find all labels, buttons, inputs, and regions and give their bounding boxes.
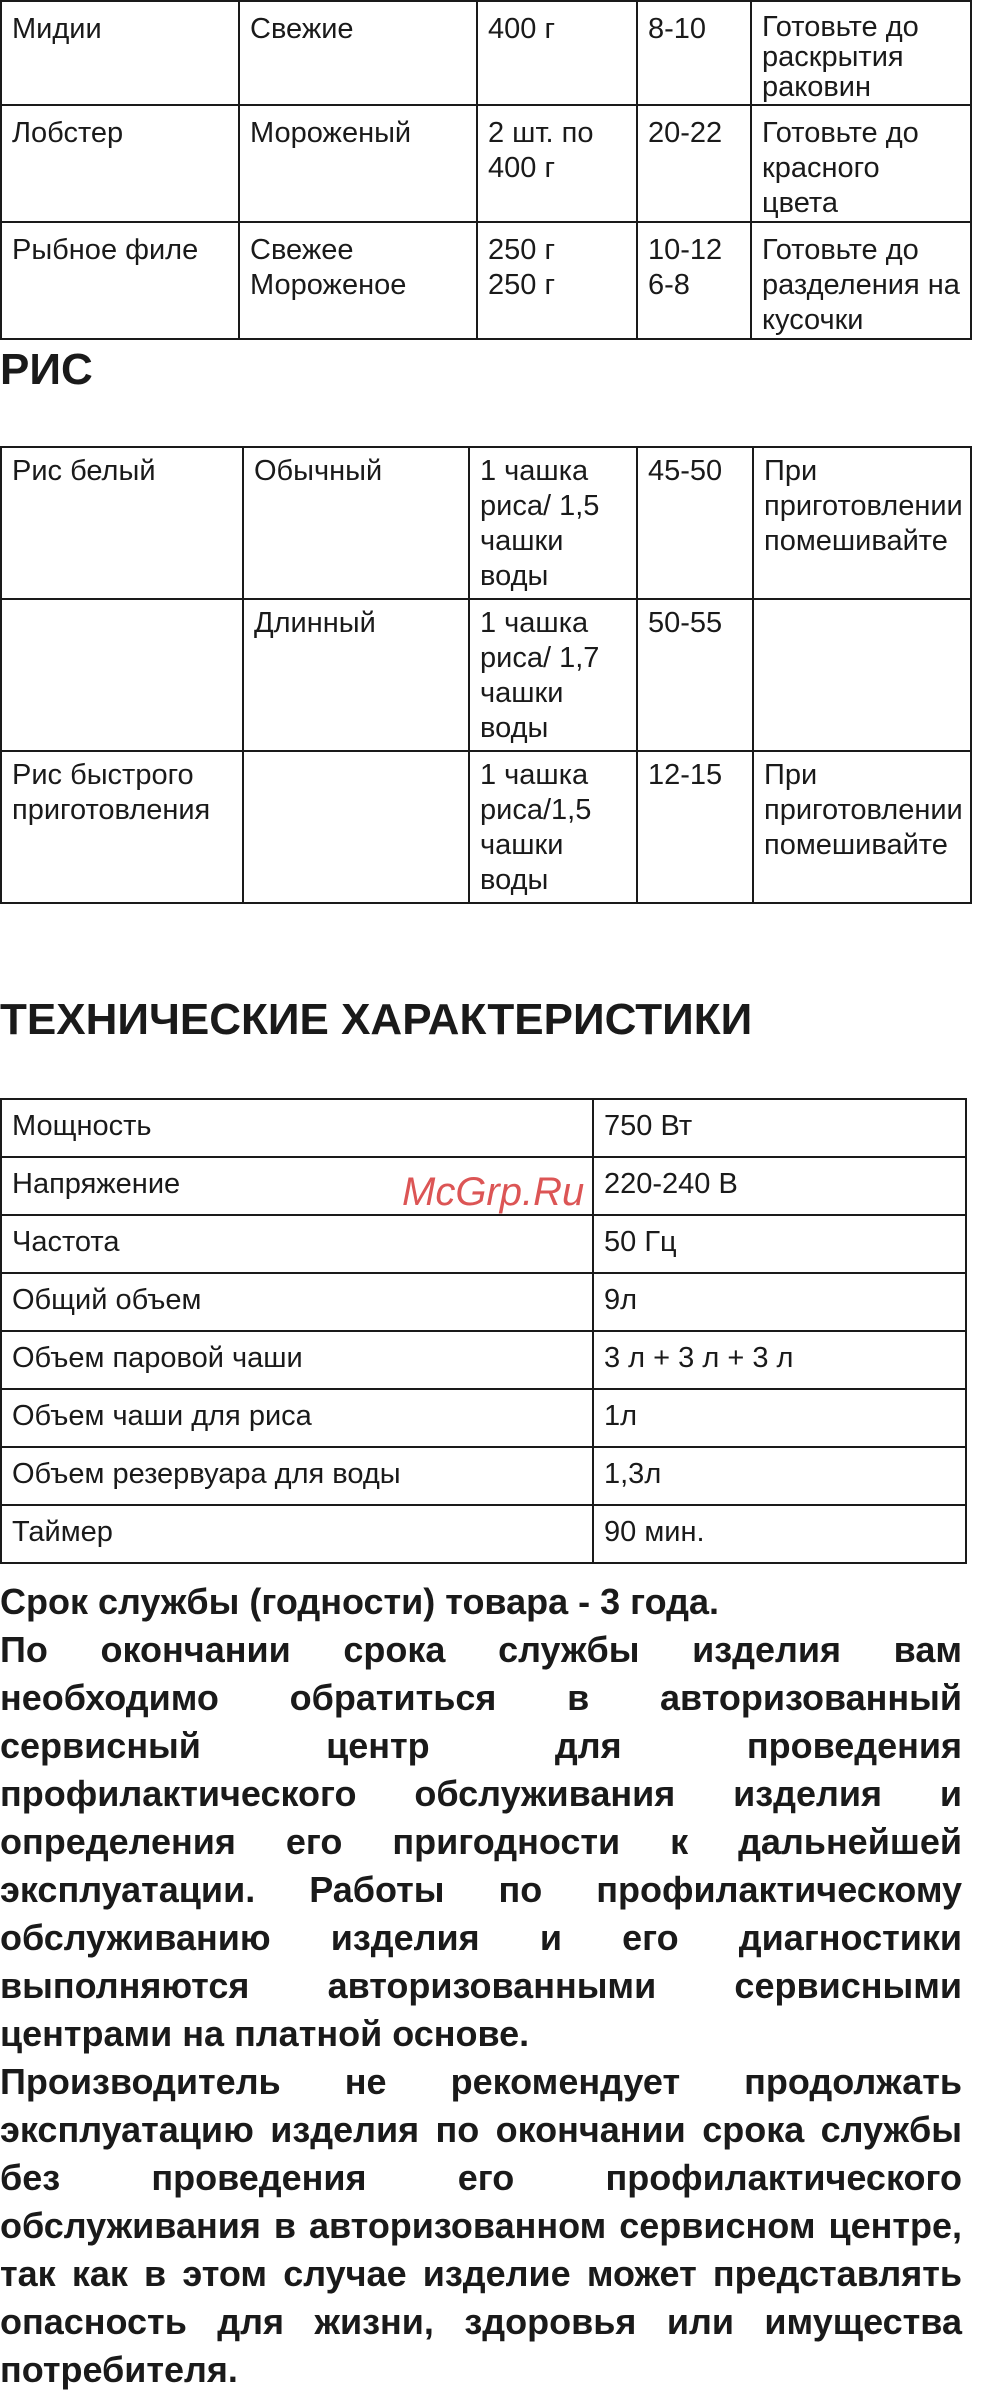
table-cell: Готовьте до разделения на кусочки (751, 222, 971, 339)
table-cell: 8-10 (637, 1, 751, 105)
table-cell: 2 шт. по 400 г (477, 105, 637, 222)
table-cell (753, 599, 971, 751)
table-cell: 250 г 250 г (477, 222, 637, 339)
table-cell: 12-15 (637, 751, 753, 903)
table-cell: Рис белый (1, 447, 243, 599)
table-cell: 1 чашка риса/1,5 чашки воды (469, 751, 637, 903)
table-cell: Рис быстрого приготовления (1, 751, 243, 903)
spec-value: 220-240 В (593, 1157, 966, 1215)
spec-label: Общий объем (1, 1273, 593, 1331)
service-after-expiry-paragraph: По окончании срока службы изделия вам необходимо обратиться в авторизованный сервисный центр для проведения профилактического обслуживания изделия и определения его пригодности к дальнейшей эксплуатации. Работы по профилактическому обслуживанию изделия и его диагностики выполняются авторизованными сервисными центрами на платной основе. (0, 1629, 962, 2054)
table-cell (1, 599, 243, 751)
table-cell: Свежие (239, 1, 477, 105)
table-cell: 10-12 6-8 (637, 222, 751, 339)
table-cell: Готовьте до раскрытия раковин (751, 1, 971, 105)
watermark: McGrp.Ru (402, 1170, 585, 1214)
table-cell: Мидии (1, 1, 239, 105)
table-cell: 50-55 (637, 599, 753, 751)
table-row (1, 1215, 966, 1273)
spec-value: 1л (593, 1389, 966, 1447)
spec-label: Частота (1, 1215, 593, 1273)
spec-label: Напряжение (1, 1157, 593, 1215)
table-cell: Лобстер (1, 105, 239, 222)
spec-value: 3 л + 3 л + 3 л (593, 1331, 966, 1389)
specs-table (0, 1098, 967, 1564)
rice-cooking-table (0, 446, 972, 904)
table-cell: 400 г (477, 1, 637, 105)
table-row (1, 1447, 966, 1505)
table-cell: Рыбное филе (1, 222, 239, 339)
table-cell: Обычный (243, 447, 469, 599)
table-row (1, 1, 971, 105)
spec-label: Таймер (1, 1505, 593, 1563)
spec-value: 50 Гц (593, 1215, 966, 1273)
spec-label: Мощность (1, 1099, 593, 1157)
table-cell: При приготовлении помешивайте (753, 751, 971, 903)
spec-value: 750 Вт (593, 1099, 966, 1157)
specs-section-title: ТЕХНИЧЕСКИЕ ХАРАКТЕРИСТИКИ (0, 995, 753, 1044)
table-row (1, 1389, 966, 1447)
table-cell: Готовьте до красного цвета (751, 105, 971, 222)
table-cell: Свежее Мороженое (239, 222, 477, 339)
table-row (1, 222, 971, 339)
table-cell (243, 751, 469, 903)
spec-value: 9л (593, 1273, 966, 1331)
table-row (1, 1273, 966, 1331)
spec-value: 1,3л (593, 1447, 966, 1505)
spec-value: 90 мин. (593, 1505, 966, 1563)
table-row (1, 599, 971, 751)
table-cell: При приготовлении помешивайте (753, 447, 971, 599)
table-cell: Длинный (243, 599, 469, 751)
service-life-line: Срок службы (годности) товара - 3 года. (0, 1581, 720, 1622)
table-row (1, 105, 971, 222)
table-cell: 20-22 (637, 105, 751, 222)
table-cell: 45-50 (637, 447, 753, 599)
table-cell: 1 чашка риса/ 1,5 чашки воды (469, 447, 637, 599)
table-row (1, 751, 971, 903)
table-cell: Мороженый (239, 105, 477, 222)
rice-section-title: РИС (0, 345, 93, 394)
table-row (1, 1099, 966, 1157)
spec-label: Объем паровой чаши (1, 1331, 593, 1389)
seafood-cooking-table (0, 0, 972, 340)
table-row (1, 1331, 966, 1389)
table-row (1, 447, 971, 599)
table-cell: 1 чашка риса/ 1,7 чашки воды (469, 599, 637, 751)
table-row (1, 1505, 966, 1563)
manufacturer-note-paragraph: Производитель не рекомендует продолжать эксплуатацию изделия по окончании срока службы без проведения его профилактического обслуживания в авторизованном сервисном центре, так как в этом случае изделие может представлять опасность для жизни, здоровья или имущества потребителя. (0, 2061, 962, 2390)
spec-label: Объем чаши для риса (1, 1389, 593, 1447)
spec-label: Объем резервуара для воды (1, 1447, 593, 1505)
